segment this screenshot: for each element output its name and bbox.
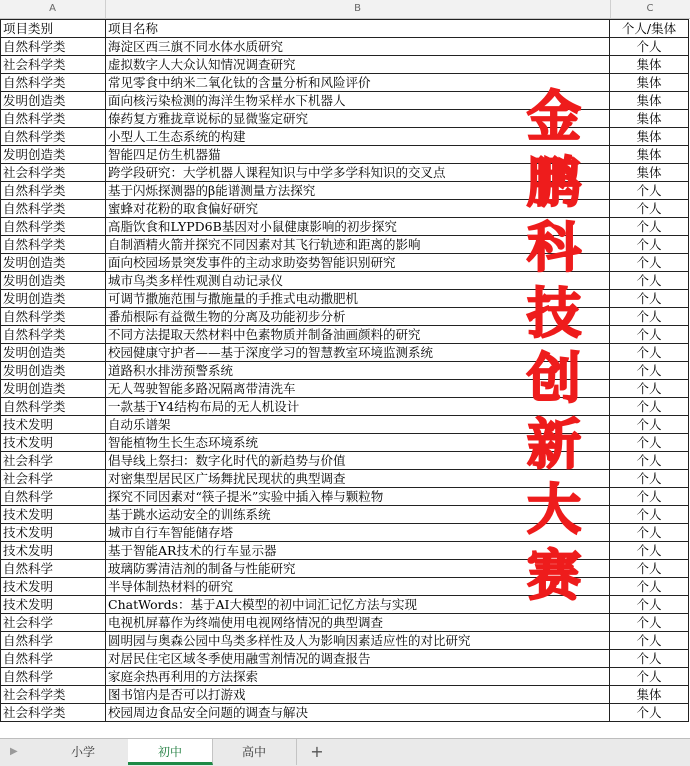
category-cell[interactable]: 技术发明 [1,578,106,596]
type-cell[interactable]: 个人 [610,542,689,560]
table-row [1,668,689,686]
project-name-cell[interactable]: 海淀区西三旗不同水体水质研究 [106,38,610,56]
header-category-cell[interactable]: 项目类别 [1,20,106,38]
type-cell[interactable]: 个人 [610,380,689,398]
project-name-cell[interactable]: 圆明园与奥森公园中鸟类多样性及人为影响因素适应性的对比研究 [106,632,610,650]
category-cell[interactable]: 社会科学类 [1,704,106,722]
type-cell[interactable]: 个人 [610,650,689,668]
type-cell[interactable]: 个人 [610,254,689,272]
category-cell[interactable]: 社会科学类 [1,686,106,704]
project-name-cell[interactable]: 基于闪烁探测器的β能谱测量方法探究 [106,182,610,200]
project-name-cell[interactable]: 智能四足仿生机器猫 [106,146,610,164]
project-name-cell[interactable]: 电视机屏幕作为终端使用电视网络情况的典型调查 [106,614,610,632]
column-header-b[interactable]: B [105,0,611,18]
category-cell[interactable]: 自然科学类 [1,110,106,128]
project-name-cell[interactable]: 自制酒精火箭并探究不同因素对其飞行轨迹和距离的影响 [106,236,610,254]
project-name-cell[interactable]: 城市鸟类多样性观测自动记录仪 [106,272,610,290]
table-row [1,110,689,128]
header-name-cell[interactable]: 项目名称 [106,20,610,38]
category-cell[interactable]: 自然科学 [1,650,106,668]
category-cell[interactable]: 技术发明 [1,416,106,434]
project-name-cell[interactable]: 可调节撒施范围与撒施量的手推式电动撒肥机 [106,290,610,308]
tab-scroll-arrow-icon[interactable]: ▶ [10,746,18,757]
table-row [1,56,689,74]
table-row [1,218,689,236]
type-cell[interactable]: 个人 [610,326,689,344]
project-name-cell[interactable]: 道路积水排涝预警系统 [106,362,610,380]
category-cell[interactable]: 自然科学类 [1,38,106,56]
category-cell[interactable]: 社会科学 [1,614,106,632]
type-cell[interactable]: 个人 [610,560,689,578]
category-cell[interactable]: 社会科学 [1,452,106,470]
table-row [1,74,689,92]
header-type-cell[interactable]: 个人/集体 [610,20,689,38]
table-row [1,182,689,200]
project-name-cell[interactable]: 小型人工生态系统的构建 [106,128,610,146]
type-cell[interactable]: 个人 [610,632,689,650]
category-cell[interactable]: 发明创造类 [1,146,106,164]
table-row [1,326,689,344]
category-cell[interactable]: 发明创造类 [1,290,106,308]
table-row [1,542,689,560]
category-cell[interactable]: 自然科学类 [1,218,106,236]
contest-title-overlay: 金 鹏 科 技 创 新 大 赛 [527,85,581,607]
type-cell[interactable]: 个人 [610,38,689,56]
project-name-cell[interactable]: 番茄根际有益微生物的分离及功能初步分析 [106,308,610,326]
table-row [1,128,689,146]
type-cell[interactable]: 个人 [610,344,689,362]
type-cell[interactable]: 个人 [610,416,689,434]
project-name-cell[interactable]: 高脂饮食和LYPD6B基因对小鼠健康影响的初步探究 [106,218,610,236]
project-name-cell[interactable]: 面向核污染检测的海洋生物采样水下机器人 [106,92,610,110]
table-row [1,596,689,614]
category-cell[interactable]: 自然科学类 [1,200,106,218]
table-row [1,416,689,434]
category-cell[interactable]: 发明创造类 [1,380,106,398]
type-cell[interactable]: 集体 [610,164,689,182]
category-cell[interactable]: 自然科学 [1,632,106,650]
type-cell[interactable]: 个人 [610,362,689,380]
tab-sheet-junior[interactable]: 初中 [128,739,213,765]
type-cell[interactable]: 个人 [610,218,689,236]
sheet-tab-bar [0,738,690,766]
type-cell[interactable]: 个人 [610,506,689,524]
tab-sheet-primary[interactable]: 小学 [38,739,129,765]
type-cell[interactable]: 个人 [610,434,689,452]
type-cell[interactable]: 集体 [610,686,689,704]
type-cell[interactable]: 个人 [610,704,689,722]
table-row [1,236,689,254]
category-cell[interactable]: 发明创造类 [1,254,106,272]
type-cell[interactable]: 个人 [610,578,689,596]
type-cell[interactable]: 个人 [610,182,689,200]
category-cell[interactable]: 发明创造类 [1,92,106,110]
project-name-cell[interactable]: 无人驾驶智能多路况隔离带清洗车 [106,380,610,398]
project-name-cell[interactable]: 基于跳水运动安全的训练系统 [106,506,610,524]
project-name-cell[interactable]: 不同方法提取天然材料中色素物质并制备油画颜料的研究 [106,326,610,344]
type-cell[interactable]: 个人 [610,308,689,326]
table-row [1,272,689,290]
table-row [1,578,689,596]
category-cell[interactable]: 发明创造类 [1,362,106,380]
category-cell[interactable]: 社会科学类 [1,164,106,182]
table-row [1,308,689,326]
column-header-a[interactable]: A [0,0,106,18]
project-name-cell[interactable]: 玻璃防雾清洁剂的制备与性能研究 [106,560,610,578]
table-row [1,524,689,542]
project-name-cell[interactable]: 图书馆内是否可以打游戏 [106,686,610,704]
type-cell[interactable]: 集体 [610,128,689,146]
category-cell[interactable]: 技术发明 [1,596,106,614]
category-cell[interactable]: 自然科学类 [1,182,106,200]
data-table [0,19,689,722]
type-cell[interactable]: 个人 [610,452,689,470]
project-name-cell[interactable]: 面向校园场景突发事件的主动求助姿势智能识别研究 [106,254,610,272]
table-row [1,488,689,506]
table-row [1,398,689,416]
table-row [1,92,689,110]
project-name-cell[interactable]: 基于智能AR技术的行车显示器 [106,542,610,560]
category-cell[interactable]: 自然科学类 [1,74,106,92]
type-cell[interactable]: 个人 [610,596,689,614]
project-name-cell[interactable]: 常见零食中纳米二氧化钛的含量分析和风险评价 [106,74,610,92]
category-cell[interactable]: 自然科学 [1,560,106,578]
table-row [1,344,689,362]
project-name-cell[interactable]: 虚拟数字人大众认知情况调查研究 [106,56,610,74]
tab-sheet-senior[interactable]: 高中 [212,739,297,765]
type-cell[interactable]: 个人 [610,236,689,254]
project-name-cell[interactable]: 跨学段研究：大学机器人课程知识与中学多学科知识的交叉点 [106,164,610,182]
category-cell[interactable]: 自然科学类 [1,236,106,254]
project-name-cell[interactable]: 对居民住宅区域冬季使用融雪剂情况的调查报告 [106,650,610,668]
table-row [1,200,689,218]
table-row [1,614,689,632]
category-cell[interactable]: 发明创造类 [1,272,106,290]
category-cell[interactable]: 技术发明 [1,506,106,524]
category-cell[interactable]: 自然科学 [1,668,106,686]
table-row [1,362,689,380]
table-row [1,380,689,398]
table-row [1,560,689,578]
project-name-cell[interactable]: 校园周边食品安全问题的调查与解决 [106,704,610,722]
project-name-cell[interactable]: 一款基于Y4结构布局的无人机设计 [106,398,610,416]
table-row [1,434,689,452]
type-cell[interactable]: 个人 [610,524,689,542]
type-cell[interactable]: 集体 [610,110,689,128]
project-name-cell[interactable]: 城市自行车智能储存塔 [106,524,610,542]
project-name-cell[interactable]: 智能植物生长生态环境系统 [106,434,610,452]
category-cell[interactable]: 自然科学类 [1,398,106,416]
project-name-cell[interactable]: 家庭余热再利用的方法探索 [106,668,610,686]
type-cell[interactable]: 集体 [610,74,689,92]
project-name-cell[interactable]: 倡导线上祭扫：数字化时代的新趋势与价值 [106,452,610,470]
project-name-cell[interactable]: 蜜蜂对花粉的取食偏好研究 [106,200,610,218]
header-row [1,20,689,38]
table-row [1,164,689,182]
type-cell[interactable]: 集体 [610,92,689,110]
project-name-cell[interactable]: ChatWords：基于AI大模型的初中词汇记忆方法与实现 [106,596,610,614]
type-cell[interactable]: 个人 [610,290,689,308]
table-row [1,632,689,650]
category-cell[interactable]: 社会科学类 [1,56,106,74]
type-cell[interactable]: 个人 [610,470,689,488]
add-sheet-button[interactable]: + [310,742,324,761]
table-row [1,254,689,272]
project-name-cell[interactable]: 对密集型居民区广场舞扰民现状的典型调查 [106,470,610,488]
project-name-cell[interactable]: 傣药复方雅拢章说标的显微鉴定研究 [106,110,610,128]
type-cell[interactable]: 集体 [610,146,689,164]
category-cell[interactable]: 自然科学 [1,488,106,506]
table-row [1,146,689,164]
category-cell[interactable]: 技术发明 [1,542,106,560]
category-cell[interactable]: 社会科学 [1,470,106,488]
category-cell[interactable]: 技术发明 [1,524,106,542]
category-cell[interactable]: 发明创造类 [1,344,106,362]
table-row [1,290,689,308]
table-row [1,452,689,470]
column-header-c[interactable]: C [610,0,690,18]
type-cell[interactable]: 个人 [610,614,689,632]
table-row [1,38,689,56]
project-name-cell[interactable]: 半导体制热材料的研究 [106,578,610,596]
column-header-bar [0,0,690,19]
type-cell[interactable]: 个人 [610,200,689,218]
table-row [1,704,689,722]
table-row [1,686,689,704]
type-cell[interactable]: 集体 [610,56,689,74]
table-row [1,650,689,668]
project-name-cell[interactable]: 自动乐谱架 [106,416,610,434]
type-cell[interactable]: 个人 [610,398,689,416]
project-name-cell[interactable]: 探究不同因素对“筷子提米”实验中插入棒与颗粒物 [106,488,610,506]
category-cell[interactable]: 自然科学类 [1,326,106,344]
type-cell[interactable]: 个人 [610,272,689,290]
category-cell[interactable]: 技术发明 [1,434,106,452]
type-cell[interactable]: 个人 [610,668,689,686]
category-cell[interactable]: 自然科学类 [1,308,106,326]
project-name-cell[interactable]: 校园健康守护者——基于深度学习的智慧教室环境监测系统 [106,344,610,362]
table-row [1,506,689,524]
category-cell[interactable]: 自然科学类 [1,128,106,146]
type-cell[interactable]: 个人 [610,488,689,506]
table-row [1,470,689,488]
